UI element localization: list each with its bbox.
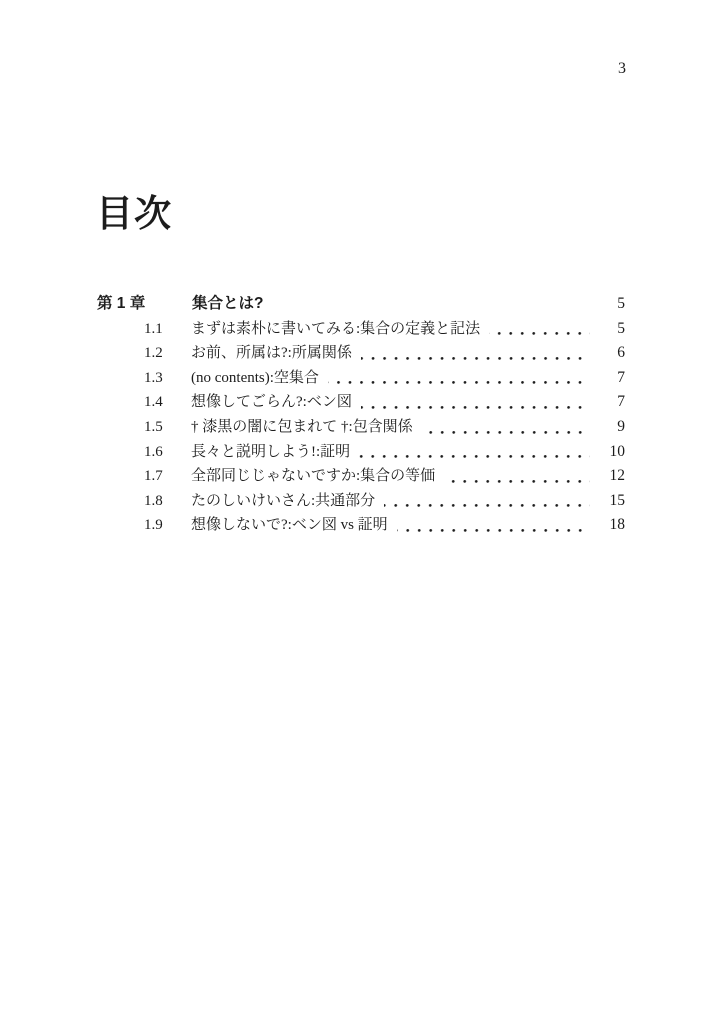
toc-entry-number: 1.6: [144, 443, 163, 460]
toc-entry-title: 長々と説明しよう!:証明: [191, 443, 351, 460]
toc-entry-title: 想像してごらん?:ベン図: [191, 394, 352, 411]
toc-entry-number: 1.5: [144, 418, 163, 435]
dot-leader: [328, 381, 590, 384]
toc-entry-page: 12: [609, 467, 625, 485]
toc-section-list: [97, 317, 625, 538]
toc-entry-page: 18: [609, 516, 625, 534]
dot-leader: [361, 406, 590, 409]
dot-leader: [422, 431, 590, 434]
toc-entry[interactable]: [97, 464, 625, 489]
toc-entry[interactable]: [97, 440, 625, 465]
toc-entry[interactable]: [97, 513, 625, 538]
toc-entry-number: 1.2: [144, 345, 163, 362]
toc-entry-title: (no contents):空集合: [191, 369, 319, 386]
dot-leader: [489, 332, 590, 335]
toc-entry-number: 1.9: [144, 517, 163, 534]
dot-leader: [359, 455, 590, 458]
toc-entry-title: † 漆黒の闇に包まれて †:包含関係: [191, 418, 413, 435]
toc-entry-page: 9: [617, 417, 625, 435]
toc-entry[interactable]: [97, 341, 625, 366]
toc-entry-title: 全部同じじゃないですか:集合の等価: [191, 468, 436, 485]
toc-entry-page: 6: [617, 344, 625, 362]
toc-entry[interactable]: [97, 415, 625, 440]
toc-entry-number: 1.7: [144, 468, 163, 485]
toc-entry-number: 1.8: [144, 492, 163, 509]
toc-entry-number: 1.3: [144, 369, 163, 386]
toc-entry-title: お前、所属は?:所属関係: [191, 345, 352, 362]
table-of-contents: [97, 292, 625, 538]
dot-leader: [384, 504, 590, 507]
toc-entry-number: 1.1: [144, 320, 163, 337]
dot-leader: [397, 529, 590, 532]
dot-leader: [444, 480, 590, 483]
toc-entry-page: 7: [617, 368, 625, 386]
toc-entry[interactable]: [97, 390, 625, 415]
toc-chapter-row[interactable]: [97, 292, 625, 317]
toc-entry-page: 15: [609, 491, 625, 509]
toc-entry-title: 想像しないで?:ベン図 vs 証明: [191, 517, 388, 534]
toc-chapter-label: 第 1 章: [97, 295, 146, 312]
dot-leader: [361, 357, 590, 360]
toc-entry-page: 10: [609, 442, 625, 460]
toc-chapter-title: 集合とは?: [192, 295, 264, 312]
toc-entry-title: たのしいけいさん:共通部分: [191, 492, 376, 509]
toc-entry[interactable]: [97, 317, 625, 342]
toc-entry[interactable]: [97, 366, 625, 391]
toc-entry[interactable]: [97, 489, 625, 514]
toc-entry-page: 5: [617, 319, 625, 337]
toc-entry-number: 1.4: [144, 394, 163, 411]
toc-chapter-page: 5: [617, 295, 625, 312]
page-title: 目次: [96, 192, 172, 234]
toc-entry-title: まずは素朴に書いてみる:集合の定義と記法: [191, 320, 481, 337]
toc-entry-page: 7: [617, 393, 625, 411]
header-page-number: 3: [618, 60, 626, 77]
